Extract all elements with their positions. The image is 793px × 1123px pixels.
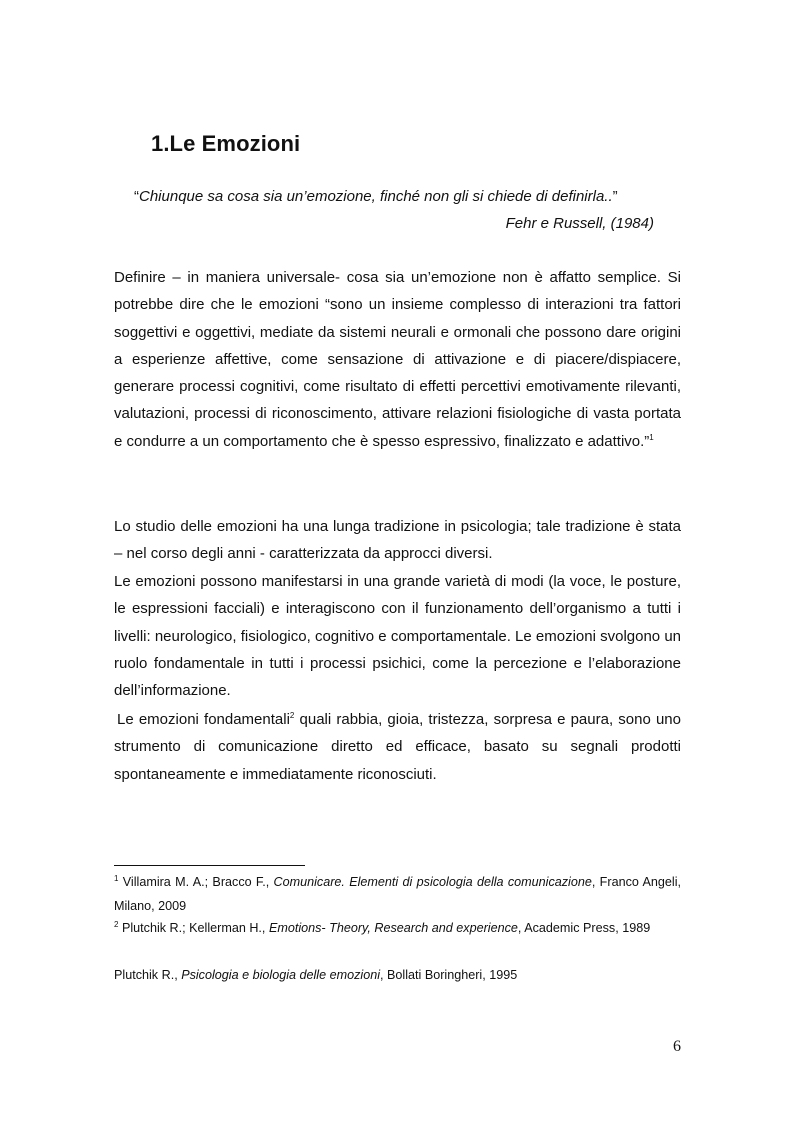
epigraph-source: Fehr e Russell, (1984)	[505, 215, 654, 232]
epigraph-close-quote: ”	[612, 188, 618, 205]
paragraph-definition	[114, 264, 681, 455]
footnote-number: 2	[114, 920, 119, 929]
page-number: 6	[673, 1038, 681, 1055]
paragraph-text: Le emozioni fondamentali	[117, 711, 290, 728]
footnote-text: Plutchik R.; Kellerman H.,	[118, 921, 269, 935]
footnote-book-title: Emotions- Theory, Research and experience	[268, 921, 518, 935]
footnote-text: , Academic Press, 1989	[517, 921, 651, 935]
footnote-reference[interactable]: 2	[289, 711, 295, 720]
footnote-text: Plutchik R.,	[114, 968, 182, 982]
footnote	[114, 964, 681, 988]
footnote-number: 1	[114, 874, 119, 883]
paragraph-text: quali rabbia, gioia, tristezza, sorpresa e paura, sono uno strumento di comunicazione diretto ed efficace, basato su segnali prodotti spontaneamente e immediatamente riconosciuti.	[114, 711, 681, 783]
chapter-title: 1.Le Emozioni	[151, 131, 301, 156]
paragraph-fundamental-emotions	[114, 706, 681, 788]
paragraph-tradition: Lo studio delle emozioni ha una lunga tradizione in psicologia; tale tradizione è stata – nel corso degli anni - caratterizzata da approcci diversi.	[114, 518, 681, 563]
paragraph-manifestations: Le emozioni possono manifestarsi in una grande varietà di modi (la voce, le posture, le espressioni facciali) e interagiscono con il funzionamento dell’organismo a tutti i livelli: neurologico, fisiologico, cognitivo e comportamentale. Le emozioni svolgono un ruolo fondamentale in tutti i processi psichici, come la percezione e l’elaborazione dell’informazione.	[114, 573, 681, 700]
epigraph-quote	[134, 188, 618, 205]
footnote	[114, 871, 681, 918]
footnote-book-title: Comunicare. Elementi di psicologia della comunicazione	[273, 875, 592, 889]
footnote-text: , Bollati Boringheri, 1995	[380, 968, 518, 982]
footnote-text: Villamira M. A.; Bracco F.,	[118, 875, 274, 889]
epigraph-open-quote: “	[134, 188, 139, 205]
paragraph-text: Definire – in maniera universale- cosa sia un’emozione non è affatto semplice. Si potrebbe dire che le emozioni “sono un insieme complesso di interazioni tra fattori soggettivi e oggettivi, mediate da sistemi neurali e ormonali che possono dare origini a esperienze affettive, come sensazione di attivazione e di piacere/dispiacere, generare processi cognitivi, come risultato di effetti percettivi emotivamente rilevanti, valutazioni, processi di riconoscimento, attivare relazioni fisiologiche di vasta portata e condurre a un comportamento che è spesso espressivo, finalizzato e adattivo.”	[114, 269, 681, 450]
epigraph-quote-text: Chiunque sa cosa sia un’emozione, finché non gli si chiede di definirla..	[139, 188, 613, 205]
footnote	[114, 917, 681, 941]
footnote-text: , Franco Angeli, Milano, 2009	[114, 875, 681, 913]
footnote-separator	[114, 865, 305, 866]
footnote-book-title: Psicologia e biologia delle emozioni	[181, 968, 381, 982]
footnote-reference[interactable]: 1	[649, 432, 654, 442]
